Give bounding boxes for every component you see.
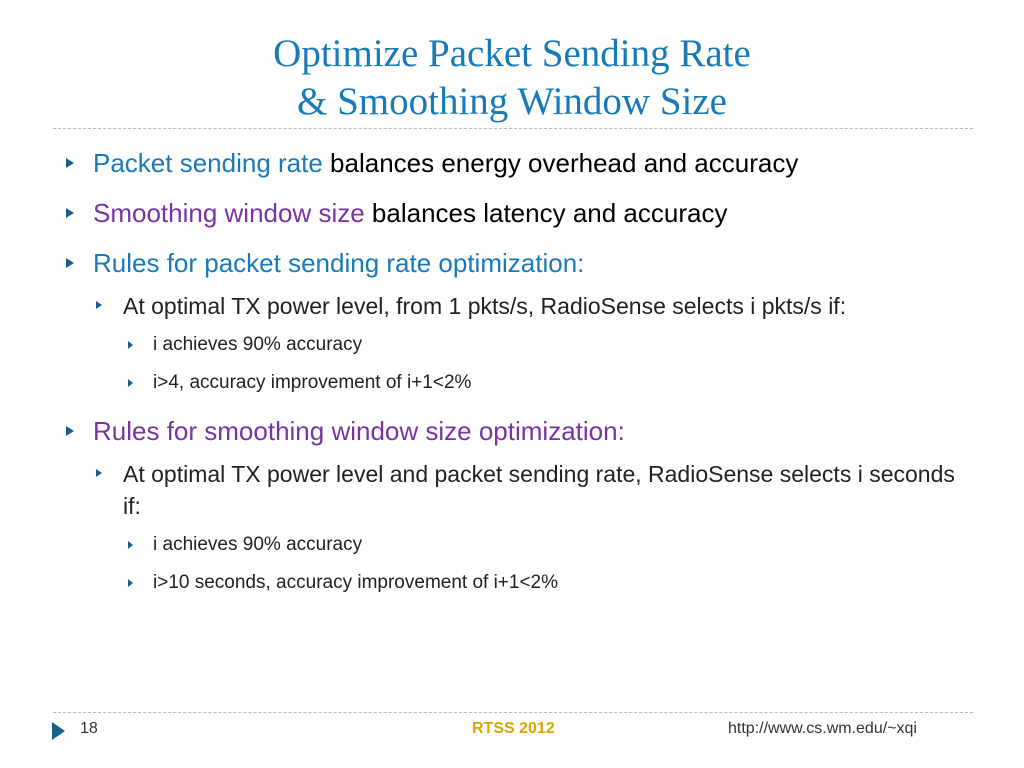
sub-bullet-packet-rate-rule <box>96 290 966 322</box>
bullet-arrow-icon <box>66 208 74 218</box>
sub-sub-bullet-improvement <box>128 570 966 596</box>
sub-bullet-window-size-rule <box>96 458 966 522</box>
bullet-rules-packet-rate <box>66 246 966 280</box>
bullet-packet-sending-rate <box>66 146 966 180</box>
bullet-highlight: Packet sending rate <box>93 148 323 178</box>
slide-title <box>0 30 1024 126</box>
footer-divider <box>53 712 973 713</box>
bullet-arrow-icon <box>128 541 133 549</box>
sub-sub-bullet-accuracy <box>128 332 966 358</box>
bullet-smoothing-window-size <box>66 196 966 230</box>
bullet-arrow-icon <box>96 469 102 477</box>
bullet-text: i achieves 90% accuracy <box>153 334 363 355</box>
slide-body <box>66 146 966 608</box>
title-divider <box>53 128 973 129</box>
conference-label: RTSS 2012 <box>472 720 555 737</box>
bullet-text: At optimal TX power level and packet sending rate, RadioSense selects i seconds if: <box>123 461 955 519</box>
sub-sub-bullet-accuracy <box>128 532 966 558</box>
bullet-arrow-icon <box>66 258 74 268</box>
bullet-arrow-icon <box>96 301 102 309</box>
bullet-highlight: Smoothing window size <box>93 198 365 228</box>
footer-url: http://www.cs.wm.edu/~xqi <box>728 720 917 737</box>
bullet-arrow-icon <box>128 341 133 349</box>
bullet-text: i achieves 90% accuracy <box>153 534 363 555</box>
bullet-highlight: Rules for packet sending rate optimization: <box>93 248 585 278</box>
page-number: 18 <box>80 720 98 737</box>
bullet-rules-window-size <box>66 414 966 448</box>
bullet-text: i>10 seconds, accuracy improvement of i+1<2% <box>153 572 559 593</box>
bullet-text: balances energy overhead and accuracy <box>322 148 799 178</box>
bullet-text: i>4, accuracy improvement of i+1<2% <box>153 372 472 393</box>
slide-title-line-2: & Smoothing Window Size <box>297 80 727 123</box>
bullet-arrow-icon <box>66 426 74 436</box>
bullet-text: balances latency and accuracy <box>364 198 728 228</box>
bullet-highlight: Rules for smoothing window size optimization: <box>93 416 625 446</box>
slide-title-line-1: Optimize Packet Sending Rate <box>273 32 751 75</box>
sub-sub-bullet-improvement <box>128 370 966 396</box>
bullet-text: At optimal TX power level, from 1 pkts/s, RadioSense selects i pkts/s if: <box>123 293 847 319</box>
footer-arrow-icon <box>52 722 65 740</box>
bullet-arrow-icon <box>128 379 133 387</box>
bullet-arrow-icon <box>128 579 133 587</box>
bullet-arrow-icon <box>66 158 74 168</box>
